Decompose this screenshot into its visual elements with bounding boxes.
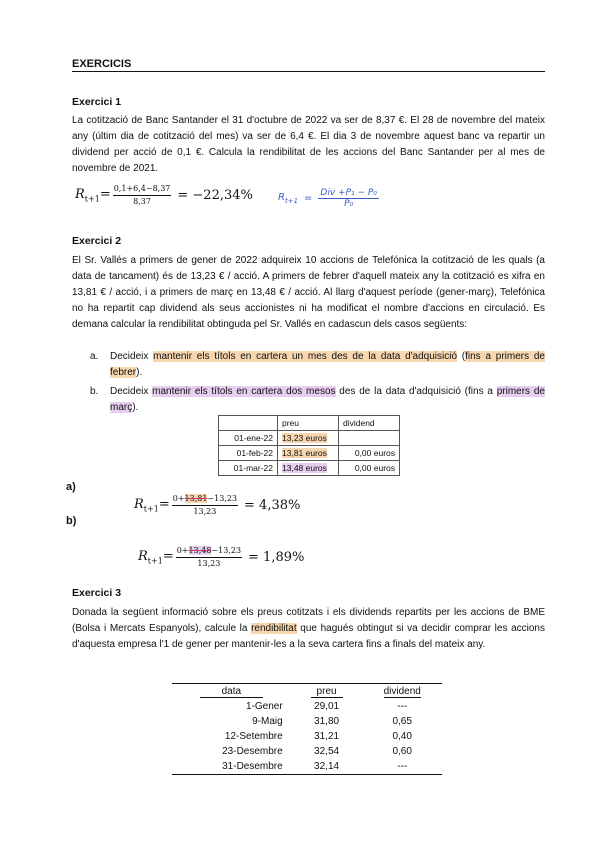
formula-b-result: = 1,89% bbox=[248, 550, 305, 565]
price-table-telefonica bbox=[218, 415, 400, 476]
formula-a-lhs: R bbox=[134, 497, 144, 513]
price-highlight: 13,81 euros bbox=[282, 448, 327, 458]
item-a-marker: a. bbox=[90, 351, 99, 362]
table-cell-date: 12-Setembre bbox=[224, 731, 283, 742]
table-cell-price: 32,54 bbox=[314, 746, 340, 757]
answer-label-a: a) bbox=[66, 481, 76, 493]
ex3-text-post: que hagués obtingut si va decidir comprar les accions d'aquesta empresa l'1 de gener per mantenir-les a la seva cartera fins a finals del mateix any. bbox=[72, 623, 545, 650]
table-cell-date: 1-Gener bbox=[246, 701, 283, 712]
item-b-pre: Decideix bbox=[110, 386, 153, 397]
table-cell-price bbox=[278, 461, 339, 476]
hand-num: Div +P₁ − P₀ bbox=[320, 188, 377, 198]
hand-eq: = bbox=[304, 193, 313, 204]
exercise-1-text: La cotització de Banc Santander el 31 d'octubre de 2022 va ser de 8,37 €. El 28 de novembre del mateix any (últim dia de cotització del mes) va ser de 6,4 €. El dia 3 de novembre aquest banc va repartir un dividend per acció de 0,1 €. Calcula la rendibilitat de les accions del Banc Santander per al mes de novembre de 2021. bbox=[72, 115, 545, 174]
item-a-highlight: mantenir els títols en cartera un mes des de la data d'adquisició bbox=[153, 351, 458, 362]
table-header-cell: preu bbox=[278, 416, 339, 431]
price-highlight: 13,23 euros bbox=[282, 433, 327, 443]
formula-a-numerator bbox=[172, 494, 238, 506]
table-cell-date: 31-Desembre bbox=[172, 759, 291, 775]
formula-b-num-pre: 0+ bbox=[176, 546, 189, 555]
exercise-2-text: El Sr. Vallés a primers de gener de 2022 adquireix 10 accions de Telefónica la cotització de les quals (a data de tancament) és de 13,23 € / acció. A primers de febrer d'aquell mateix any la cotització es xifra en 13,81 € / acció, i a primers de març en 13,48 € / acció. Al llarg d'aquest període (gener-març), Telefónica no ha repartit cap dividend als seus accionistes ni ha modificat el nombre d'accions en circulació. Es demana calcular la rendibilitat obtinguda pel Sr. Vallés en cadascun dels casos següents: bbox=[72, 255, 545, 330]
table-row bbox=[172, 744, 442, 759]
table-cell-dividend: 0,00 euros bbox=[339, 461, 400, 476]
table-cell-dividend: 0,60 bbox=[392, 746, 412, 757]
handwritten-formula bbox=[278, 188, 379, 209]
formula-b-numerator bbox=[176, 546, 242, 558]
item-b-post: ). bbox=[132, 402, 139, 413]
table-row bbox=[219, 431, 400, 446]
table-cell-dividend: 0,00 euros bbox=[339, 446, 400, 461]
table-row bbox=[172, 729, 442, 744]
item-a-highlight-2: fins a primers de febrer bbox=[110, 351, 545, 378]
table-cell-date: 01-feb-22 bbox=[219, 446, 278, 461]
formula-a-num-post: −13,23 bbox=[207, 494, 238, 503]
item-b-highlight-2: primers de març bbox=[110, 386, 545, 413]
table-cell-date: 23-Desembre bbox=[222, 746, 283, 757]
exercise-2-item-b bbox=[90, 384, 545, 416]
table-cell-price bbox=[278, 446, 339, 461]
formula-b-lhs: R bbox=[138, 549, 148, 565]
table-header-cell: data bbox=[200, 686, 263, 698]
table-cell-dividend: 0,65 bbox=[392, 716, 412, 727]
table-header-cell: preu bbox=[311, 686, 343, 698]
exercise-1-formula: $R_{t+1}=$ $\frac{0,1+6,4-8,37}{8,37}$ = −22,34% bbox=[75, 184, 253, 206]
table-header-cell: dividend bbox=[339, 416, 400, 431]
item-b-marker: b. bbox=[90, 386, 99, 397]
table-row bbox=[172, 759, 442, 775]
item-a-mid: ( bbox=[457, 351, 466, 362]
exercise-3-title: Exercici 3 bbox=[72, 587, 122, 599]
page-heading: EXERCICIS bbox=[72, 58, 545, 72]
table-cell-price: 32,14 bbox=[291, 759, 363, 775]
formula-b-sub: t+1 bbox=[147, 556, 163, 566]
table-row bbox=[172, 699, 442, 714]
item-a-pre: Decideix bbox=[110, 351, 154, 362]
formula-result: = −22,34% bbox=[177, 188, 253, 203]
table-cell-dividend bbox=[339, 431, 400, 446]
table-cell-date: 9-Maig bbox=[252, 716, 283, 727]
exercise-3-text bbox=[72, 605, 545, 653]
formula-b-denominator: 13,23 bbox=[197, 559, 221, 568]
formula-b-num-highlight: 13,48 bbox=[188, 546, 212, 555]
formula-a-sub: t+1 bbox=[143, 504, 159, 514]
table-header-cell bbox=[219, 416, 278, 431]
item-a-post: ). bbox=[136, 367, 143, 378]
table-row bbox=[172, 714, 442, 729]
item-b-mid: des de la data d'adquisició (fins a bbox=[335, 386, 497, 397]
exercise-2-formula-b: $R_{t+1}=$ $\frac{0+13,48-13,23}{13,23}$ = 1,89% bbox=[138, 546, 305, 568]
formula-a-num-highlight: 13,81 bbox=[184, 494, 208, 503]
answer-label-b: b) bbox=[66, 515, 77, 527]
formula-a-num-pre: 0+ bbox=[172, 494, 185, 503]
formula-denominator: 8,37 bbox=[133, 197, 151, 206]
table-header-row bbox=[219, 416, 400, 431]
exercise-2-item-a bbox=[90, 349, 545, 381]
formula-numerator: 0,1+6,4−8,37 bbox=[113, 184, 172, 196]
table-cell-date: 01-ene-22 bbox=[219, 431, 278, 446]
hand-lhs: R bbox=[278, 192, 285, 203]
table-cell-price: 31,80 bbox=[314, 716, 340, 727]
formula-b-num-post: −13,23 bbox=[211, 546, 242, 555]
price-highlight: 13,48 euros bbox=[282, 463, 327, 473]
table-cell-dividend: --- bbox=[362, 759, 442, 775]
formula-sub: t+1 bbox=[84, 194, 100, 204]
table-header-row bbox=[172, 684, 442, 700]
table-cell-dividend: 0,40 bbox=[392, 731, 412, 742]
ex3-text-pre: Donada la següent informació sobre els preus cotitzats i els dividends repartits per les accions de BME (Bolsa i Mercats Espanyols), calcule la bbox=[72, 607, 545, 634]
table-cell-date: 01-mar-22 bbox=[219, 461, 278, 476]
table-row bbox=[219, 461, 400, 476]
price-table-bme bbox=[172, 683, 442, 775]
exercise-1-title: Exercici 1 bbox=[72, 96, 122, 108]
ex3-text-highlight: rendibilitat bbox=[251, 623, 297, 634]
item-b-highlight: mantenir els títols en cartera dos mesos bbox=[152, 386, 336, 397]
table-cell-price: 29,01 bbox=[314, 701, 340, 712]
hand-sub: t+1 bbox=[284, 197, 299, 205]
exercise-2-formula-a: $R_{t+1}=$ $\frac{0+13,81-13,23}{13,23}$ = 4,38% bbox=[134, 494, 301, 516]
table-cell-price bbox=[278, 431, 339, 446]
formula-a-result: = 4,38% bbox=[244, 498, 301, 513]
table-header-cell: dividend bbox=[383, 686, 421, 697]
hand-den: P₀ bbox=[344, 199, 354, 209]
table-cell-price: 31,21 bbox=[314, 731, 340, 742]
formula-a-denominator: 13,23 bbox=[193, 507, 217, 516]
formula-lhs: R bbox=[75, 187, 85, 203]
exercise-2-title: Exercici 2 bbox=[72, 235, 122, 247]
table-row bbox=[219, 446, 400, 461]
table-cell-dividend: --- bbox=[397, 701, 408, 712]
